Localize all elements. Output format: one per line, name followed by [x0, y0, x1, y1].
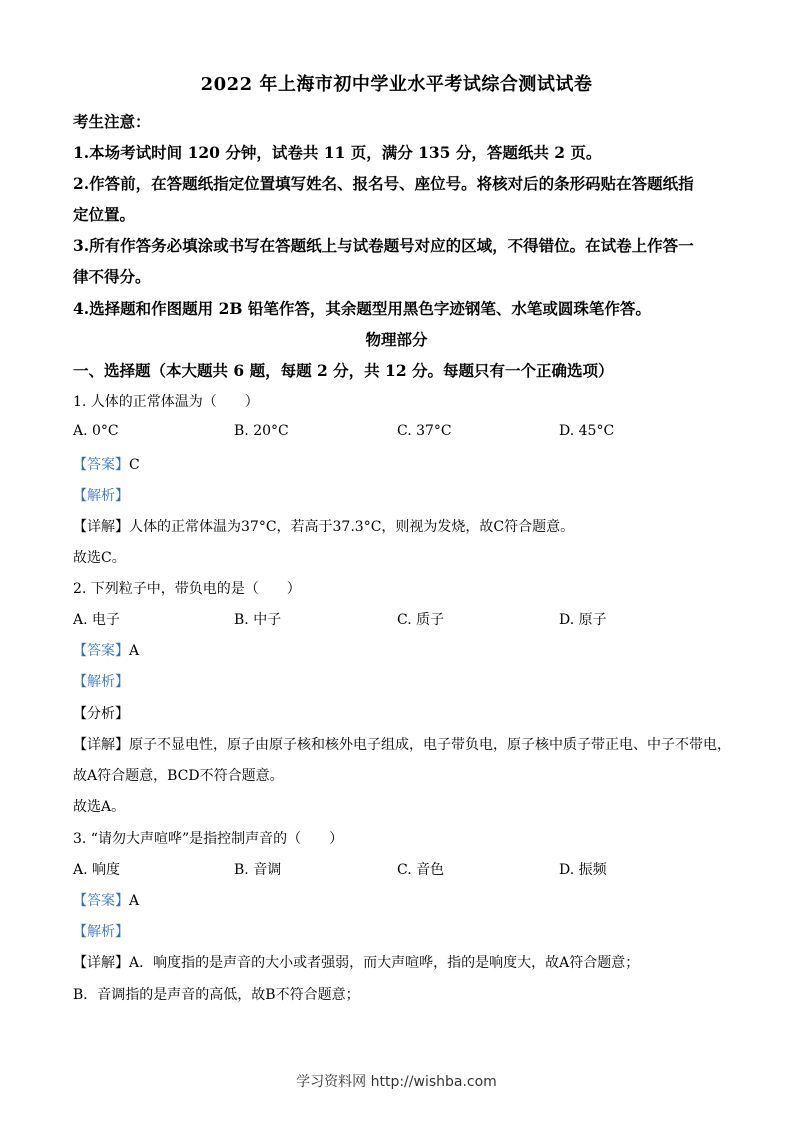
question-2-answer-value: A: [129, 643, 140, 659]
question-2-detail-text: 原子不显电性，原子由原子核和核外电子组成，电子带负电，原子核中质子带正电、中子不带电，: [129, 737, 731, 753]
question-2-conclusion: 故选A。: [73, 799, 126, 815]
detail-tag: 【详解】: [73, 737, 129, 753]
question-3-detail: [73, 952, 639, 972]
question-3-detail-text: A．响度指的是声音的大小或者强弱，而大声喧哗，指的是响度大，故A符合题意；: [129, 955, 640, 971]
notice-item-1: 1.本场考试时间 120 分钟，试卷共 11 页，满分 135 分，答题纸共 2 页。: [73, 143, 602, 162]
notice-item-2-cont: 定位置。: [73, 205, 136, 224]
notice-heading: 考生注意：: [73, 112, 151, 131]
answer-tag: 【答案】: [73, 457, 129, 473]
detail-tag: 【详解】: [73, 955, 129, 971]
question-1-option-b: B. 20°C: [234, 423, 289, 439]
question-2-option-b: B. 中子: [234, 612, 282, 628]
notice-item-2: 2.作答前，在答题纸指定位置填写姓名、报名号、座位号。将核对后的条形码贴在答题纸指: [73, 174, 694, 193]
question-1-option-c: C. 37°C: [397, 423, 452, 439]
question-1-conclusion: 故选C。: [73, 550, 126, 566]
notice-item-3-cont: 律不得分。: [73, 267, 151, 286]
question-2-detail: [73, 734, 731, 754]
question-2-option-d: D. 原子: [559, 612, 607, 628]
detail-tag: 【详解】: [73, 519, 129, 535]
question-2-detail-cont: 故A符合题意，BCD不符合题意。: [73, 768, 284, 784]
question-1-answer: [73, 454, 140, 474]
question-2-analysis-tag: 【解析】: [73, 674, 129, 690]
question-2-option-c: C. 质子: [397, 612, 445, 628]
answer-tag: 【答案】: [73, 643, 129, 659]
question-3-option-c: C. 音色: [397, 862, 445, 878]
section-heading: 物理部分: [365, 330, 428, 349]
question-1-detail-text: 人体的正常体温为37°C，若高于37.3°C，则视为发烧，故C符合题意。: [129, 519, 575, 535]
question-2-stem: 2. 下列粒子中，带负电的是（ ）: [73, 581, 301, 597]
question-1-option-a: A. 0°C: [73, 423, 119, 439]
question-3-detail-cont: B．音调指的是声音的高低，故B不符合题意；: [73, 987, 360, 1003]
question-3-option-d: D. 振频: [559, 862, 607, 878]
question-1-stem: 1. 人体的正常体温为（ ）: [73, 394, 259, 410]
notice-item-3: 3.所有作答务必填涂或书写在答题纸上与试卷题号对应的区域，不得错位。在试卷上作答一: [73, 236, 694, 255]
question-1-detail: [73, 516, 574, 536]
question-3-analysis-tag: 【解析】: [73, 924, 129, 940]
question-2-answer: [73, 640, 139, 660]
page-title: 2022 年上海市初中学业水平考试综合测试试卷: [200, 74, 593, 95]
notice-item-4: 4.选择题和作图题用 2B 铅笔作答，其余题型用黑色字迹钢笔、水笔或圆珠笔作答。: [73, 299, 651, 318]
footer-watermark: 学习资料网 http://wishba.com: [296, 1074, 497, 1090]
answer-tag: 【答案】: [73, 893, 129, 909]
question-3-answer: [73, 890, 139, 910]
part-heading: 一、选择题（本大题共 6 题，每题 2 分，共 12 分。每题只有一个正确选项）: [73, 361, 614, 380]
question-1-answer-value: C: [129, 457, 140, 473]
question-3-answer-value: A: [129, 893, 140, 909]
question-3-option-b: B. 音调: [234, 862, 282, 878]
question-2-option-a: A. 电子: [73, 612, 121, 628]
question-1-option-d: D. 45°C: [559, 423, 615, 439]
question-3-option-a: A. 响度: [73, 862, 121, 878]
question-1-analysis-tag: 【解析】: [73, 488, 129, 504]
question-3-stem: 3. “请勿大声喧哗”是指控制声音的（ ）: [73, 831, 344, 847]
question-2-fenxi-tag: 【分析】: [73, 706, 129, 722]
